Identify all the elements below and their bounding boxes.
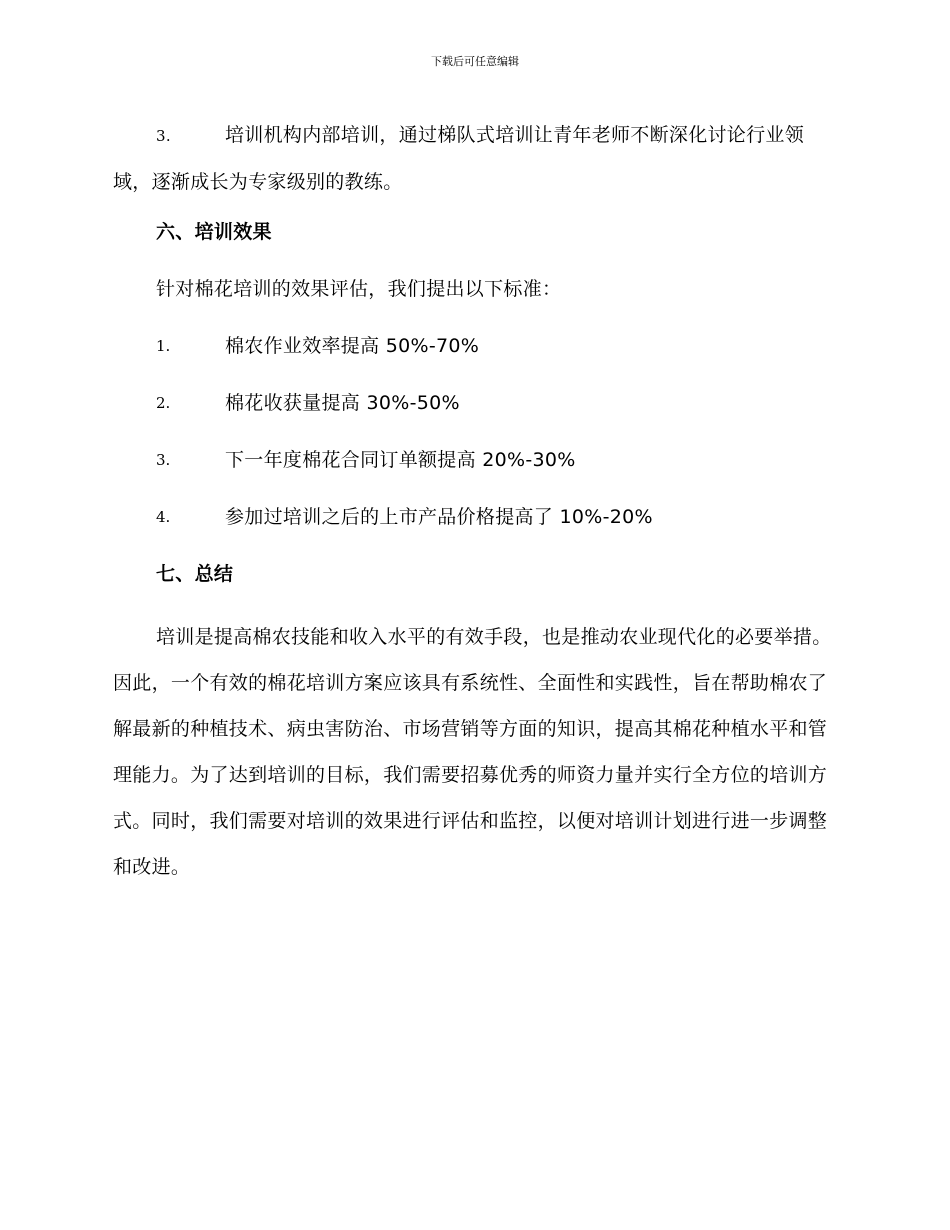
page-header: 下载后可任意编辑 [431,55,519,68]
list-item-number: 1. [156,337,171,355]
list-item-text: 棉农作业效率提高 50%-70% [225,335,480,357]
section-intro: 针对棉花培训的效果评估，我们提出以下标准： [156,278,562,300]
section-heading: 七、总结 [156,563,234,585]
list-item-number: 3. [156,451,171,469]
list-item-number: 2. [156,394,171,412]
list-item [113,386,835,420]
list-item-text: 棉花收获量提高 30%-50% [225,392,460,414]
list-item-continued [113,112,835,205]
list-item-number: 3. [156,127,171,145]
list-item-text: 下一年度棉花合同订单额提高 20%-30% [225,449,576,471]
document-body [113,112,835,890]
section-heading: 六、培训效果 [156,221,272,243]
list-item [113,500,835,534]
list-item [113,329,835,363]
summary-paragraph: 培训是提高棉农技能和收入水平的有效手段，也是推动农业现代化的必要举措。因此，一个有效的棉花培训方案应该具有系统性、全面性和实践性，旨在帮助棉农了解最新的种植技术、病虫害防治、市场营销等方面的知识，提高其棉花种植水平和管理能力。为了达到培训的目标，我们需要招募优秀的师资力量并实行全方位的培训方式。同时，我们需要对培训的效果进行评估和监控，以便对培训计划进行进一步调整和改进。 [113,626,832,878]
list-item-number: 4. [156,508,171,526]
list-item [113,443,835,477]
list-item-text: 参加过培训之后的上市产品价格提高了 10%-20% [225,506,653,528]
list-item-text: 培训机构内部培训，通过梯队式培训让青年老师不断深化讨论行业领域，逐渐成长为专家级别的教练。 [113,124,805,193]
